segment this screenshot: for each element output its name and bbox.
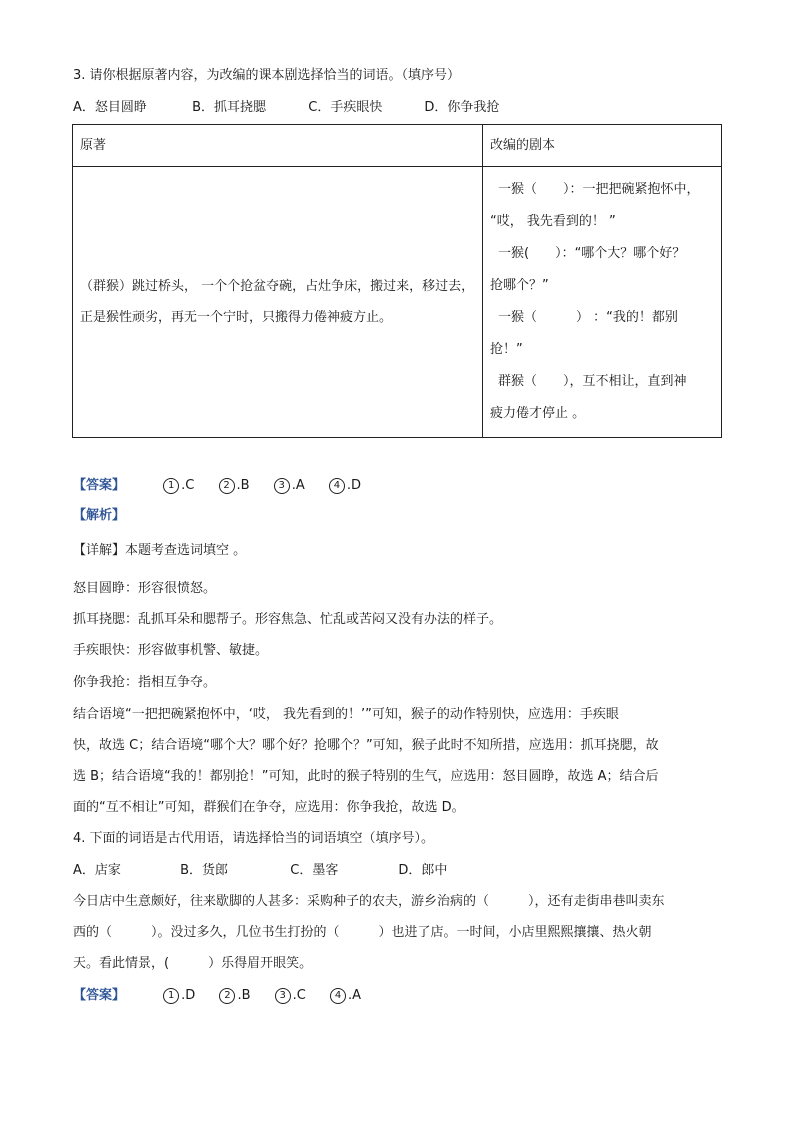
answer-item — [219, 476, 250, 496]
circled-number: 3 — [275, 988, 291, 1004]
circled-number: 4 — [329, 478, 345, 494]
context-line: 快，故选 C；结合语境“哪个大？哪个好？抢哪个？”可知，猴子此时不知所措，应选用：抓耳挠腮，故 — [73, 738, 659, 753]
q4-option-b: B．货郎 — [180, 863, 229, 878]
analysis-label: 【解析】 — [73, 508, 126, 523]
answer-item — [163, 476, 194, 496]
answer-label: 【答案】 — [73, 478, 126, 493]
q3-option-b: B．抓耳挠腮 — [192, 100, 267, 115]
original-text: （群猴）跳过桥头， 一个个抢盆夺碗，占灶争床，搬过来，移过去，正是猴性顽劣，再无一个宁时，只搬得力倦神疲方止。 — [80, 279, 475, 325]
script-cell — [483, 167, 722, 438]
script-line: 抢！” — [490, 342, 523, 357]
context-line: 面的“互不相让”可知，群猴们在争夺，应选用：你争我抢，故选 D。 — [73, 800, 465, 815]
answer-item — [274, 476, 305, 496]
circled-number: 2 — [219, 988, 235, 1004]
passage-line: 今日店中生意颇好，往来歇脚的人甚多：采购种子的农夫，游乡治病的（ ），还有走街串巷叫卖东 — [73, 894, 665, 909]
q3-options — [73, 98, 499, 118]
original-text-cell — [73, 167, 483, 438]
answer-item — [275, 986, 306, 1006]
q4-option-d: D．郎中 — [398, 863, 448, 878]
circled-number: 1 — [163, 988, 179, 1004]
answer-item — [219, 986, 250, 1006]
explanation-line: 手疾眼快：形容做事机警、敏捷。 — [73, 643, 269, 658]
q4-option-a: A．店家 — [73, 863, 121, 878]
q4-title: 4. 下面的词语是古代用语，请选择恰当的词语填空（填序号）。 — [73, 831, 435, 846]
q3-answer-row — [73, 476, 381, 496]
header-script: 改编的剧本 — [483, 125, 722, 167]
circled-number: 2 — [219, 478, 235, 494]
script-line: 群猴（ ），互不相让，直到神 — [498, 374, 687, 389]
answer-value: .D — [181, 988, 196, 1003]
q4-options — [73, 861, 447, 881]
answer-value: .C — [292, 988, 306, 1003]
answer-value: .A — [291, 478, 305, 493]
explanation-line: 抓耳挠腮：乱抓耳朵和腮帮子。形容焦急、忙乱或苦闷又没有办法的样子。 — [73, 612, 503, 627]
circled-number: 1 — [163, 478, 179, 494]
explanation-line: 怒目圆睁：形容很愤怒。 — [73, 581, 217, 596]
answer-item — [329, 476, 361, 496]
q3-option-c: C．手疾眼快 — [308, 100, 383, 115]
context-line: 结合语境“一把把碗紧抱怀中，‘哎， 我先看到的！’”可知，猴子的动作特别快，应选用：手疾眼 — [73, 707, 619, 722]
answer-label: 【答案】 — [73, 988, 126, 1003]
q4-answer-row — [73, 986, 381, 1006]
answer-value: .D — [346, 478, 362, 493]
script-line: “哎， 我先看到的！ ” — [490, 214, 616, 229]
passage-line: 西的（ ）。没过多久，几位书生打扮的（ ）也进了店。一时间，小店里熙熙攘攘、热火朝 — [73, 925, 652, 940]
circled-number: 3 — [274, 478, 290, 494]
script-line: 一猴（ ）：一把把碗紧抱怀中， — [498, 182, 700, 197]
q3-option-d: D．你争我抢 — [424, 100, 500, 115]
answer-value: .C — [181, 478, 195, 493]
explanation-line: 你争我抢：指相互争夺。 — [73, 675, 217, 690]
q3-title: 3. 请你根据原著内容，为改编的课本剧选择恰当的词语。（填序号） — [73, 68, 461, 83]
answer-value: .A — [348, 988, 362, 1003]
context-line: 选 B；结合语境“我的！都别抢！”可知，此时的猴子特别的生气，应选用：怒目圆睁，故选 A；结合后 — [73, 769, 659, 784]
answer-value: .B — [236, 478, 250, 493]
script-line: 疲力倦才停止 。 — [490, 406, 586, 421]
passage-line: 天。看此情景，( ）乐得眉开眼笑。 — [73, 956, 313, 971]
detail-heading: 【详解】本题考查选词填空 。 — [73, 543, 247, 558]
script-line: 一猴（ ） ：“我的！都别 — [498, 310, 678, 325]
script-line: 一猴( ）：“哪个大？哪个好？ — [498, 246, 686, 261]
circled-number: 4 — [330, 988, 346, 1004]
script-line: 抢哪个？” — [490, 278, 549, 293]
answer-item — [330, 986, 361, 1006]
header-original: 原著 — [73, 125, 483, 167]
q4-option-c: C．墨客 — [290, 863, 339, 878]
q3-option-a: A．怒目圆睁 — [73, 100, 147, 115]
answer-value: .B — [237, 988, 251, 1003]
answer-item — [163, 986, 195, 1006]
comparison-table — [72, 124, 722, 438]
